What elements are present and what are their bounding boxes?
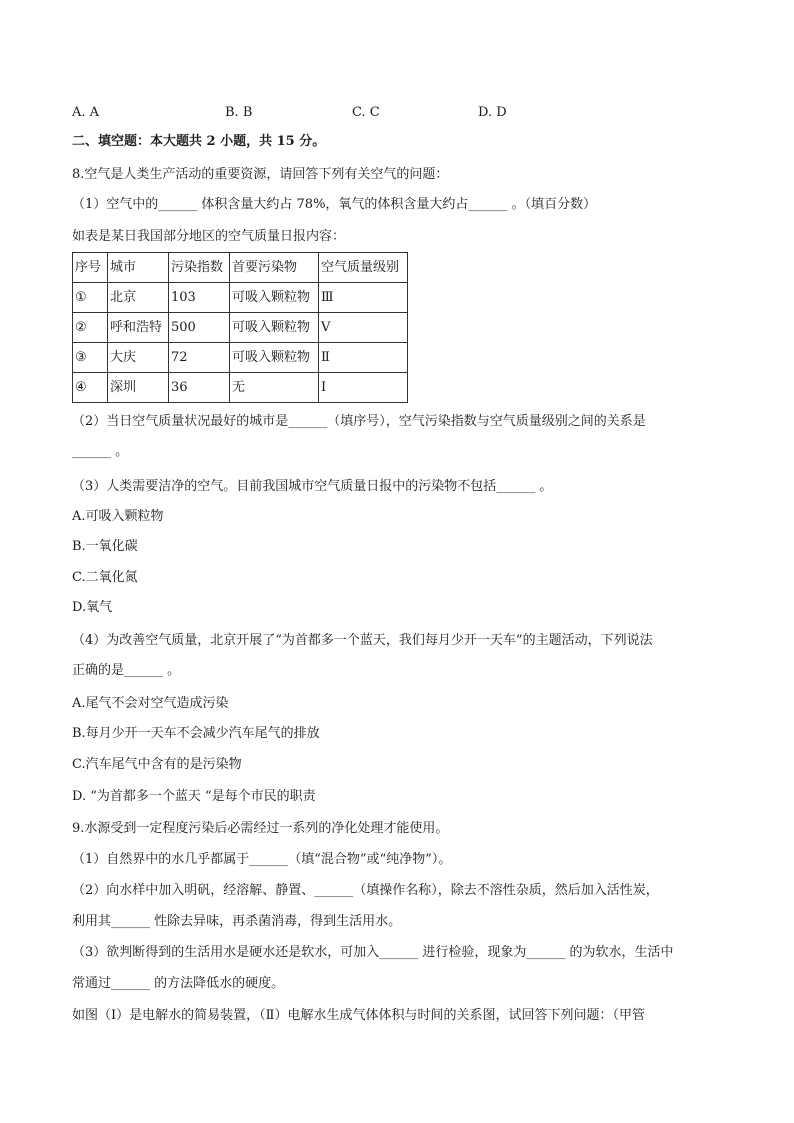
q8-table-intro: 如表是某日我国部分地区的空气质量日报内容： — [72, 229, 346, 244]
table-cell: 36 — [169, 373, 230, 403]
q8-part4-line2: 正确的是______ 。 — [72, 663, 181, 678]
q8-part3: （3）人类需要洁净的空气。目前我国城市空气质量日报中的污染物不包括______ 。 — [72, 479, 553, 494]
q8-part2-line2: ______ 。 — [72, 444, 129, 459]
q8-part4-option-b: B.每月少开一天车不会减少汽车尾气的排放 — [72, 726, 320, 741]
option-c: C. C — [352, 105, 380, 120]
table-cell: ③ — [73, 343, 108, 373]
table-cell: 可吸入颗粒物 — [230, 313, 319, 343]
table-cell: Ⅱ — [319, 343, 408, 373]
table-cell: ② — [73, 313, 108, 343]
q8-part3-option-c: C.二氧化氮 — [72, 570, 138, 585]
table-cell: Ⅲ — [319, 283, 408, 313]
table-header-cell: 首要污染物 — [230, 253, 319, 283]
table-cell: 呼和浩特 — [108, 313, 169, 343]
q8-part3-option-b: B.一氧化碳 — [72, 539, 138, 554]
table-cell: ④ — [73, 373, 108, 403]
table-cell: 大庆 — [108, 343, 169, 373]
option-a: A. A — [72, 105, 100, 120]
q8-part3-option-a: A.可吸入颗粒物 — [72, 509, 164, 524]
table-cell: 72 — [169, 343, 230, 373]
q8-part4-option-a: A.尾气不会对空气造成污染 — [72, 696, 229, 711]
table-cell: 无 — [230, 373, 319, 403]
table-header-cell: 城市 — [108, 253, 169, 283]
q9-stem: 9.水源受到一定程度污染后必需经过一系列的净化处理才能使用。 — [72, 821, 449, 836]
table-cell: 北京 — [108, 283, 169, 313]
q9-part3-line1: （3）欲判断得到的生活用水是硬水还是软水，可加入______ 进行检验，现象为______ 的为软水，生活中 — [72, 945, 674, 960]
table-header-cell: 空气质量级别 — [319, 253, 408, 283]
q8-part4-option-c: C.汽车尾气中含有的是污染物 — [72, 757, 242, 772]
q8-part4-line1: （4）为改善空气质量，北京开展了“为首都多一个蓝天，我们每月少开一天车”的主题活动，下列说法 — [72, 633, 653, 648]
table-row — [73, 343, 408, 373]
q8-part3-option-d: D.氧气 — [72, 600, 113, 615]
table-cell: ① — [73, 283, 108, 313]
table-cell: 500 — [169, 313, 230, 343]
table-cell: 深圳 — [108, 373, 169, 403]
q9-part2-line1: （2）向水样中加入明矾，经溶解、静置、______（填操作名称），除去不溶性杂质，然后加入活性炭， — [72, 883, 659, 898]
option-b: B. B — [225, 105, 253, 120]
options-row — [0, 104, 794, 122]
table-cell: Ⅰ — [319, 373, 408, 403]
q8-part2-line1: （2）当日空气质量状况最好的城市是______（填序号），空气污染指数与空气质量级别之间的关系是 — [72, 414, 646, 429]
q8-part4-option-d: D. “为首都多一个蓝天 “是每个市民的职责 — [72, 789, 316, 804]
table-row — [73, 373, 408, 403]
q8-part1: （1）空气中的______ 体积含量大约占 78%，氧气的体积含量大约占______ 。（填百分数） — [72, 197, 597, 212]
table-row — [73, 283, 408, 313]
q8-stem: 8.空气是人类生产活动的重要资源，请回答下列有关空气的问题： — [72, 167, 449, 182]
table-row — [73, 313, 408, 343]
table-cell: Ⅴ — [319, 313, 408, 343]
table-cell: 可吸入颗粒物 — [230, 283, 319, 313]
q9-figure-intro: 如图（Ⅰ）是电解水的简易装置，（Ⅱ）电解水生成气体体积与时间的关系图，试回答下列问题：（甲管 — [72, 1008, 645, 1023]
option-d: D. D — [478, 105, 507, 120]
table-cell: 可吸入颗粒物 — [230, 343, 319, 373]
q9-part1: （1）自然界中的水几乎都属于______（填“混合物”或“纯净物”）。 — [72, 852, 452, 867]
q9-part2-line2: 利用其______ 性除去异味，再杀菌消毒，得到生活用水。 — [72, 914, 402, 929]
section-heading: 二、填空题：本大题共 2 小题，共 15 分。 — [72, 134, 326, 149]
table-header-cell: 序号 — [73, 253, 108, 283]
table-header-cell: 污染指数 — [169, 253, 230, 283]
q9-part3-line2: 常通过______ 的方法降低水的硬度。 — [72, 976, 285, 991]
air-quality-table — [72, 252, 408, 403]
table-cell: 103 — [169, 283, 230, 313]
table-header-row — [73, 253, 408, 283]
